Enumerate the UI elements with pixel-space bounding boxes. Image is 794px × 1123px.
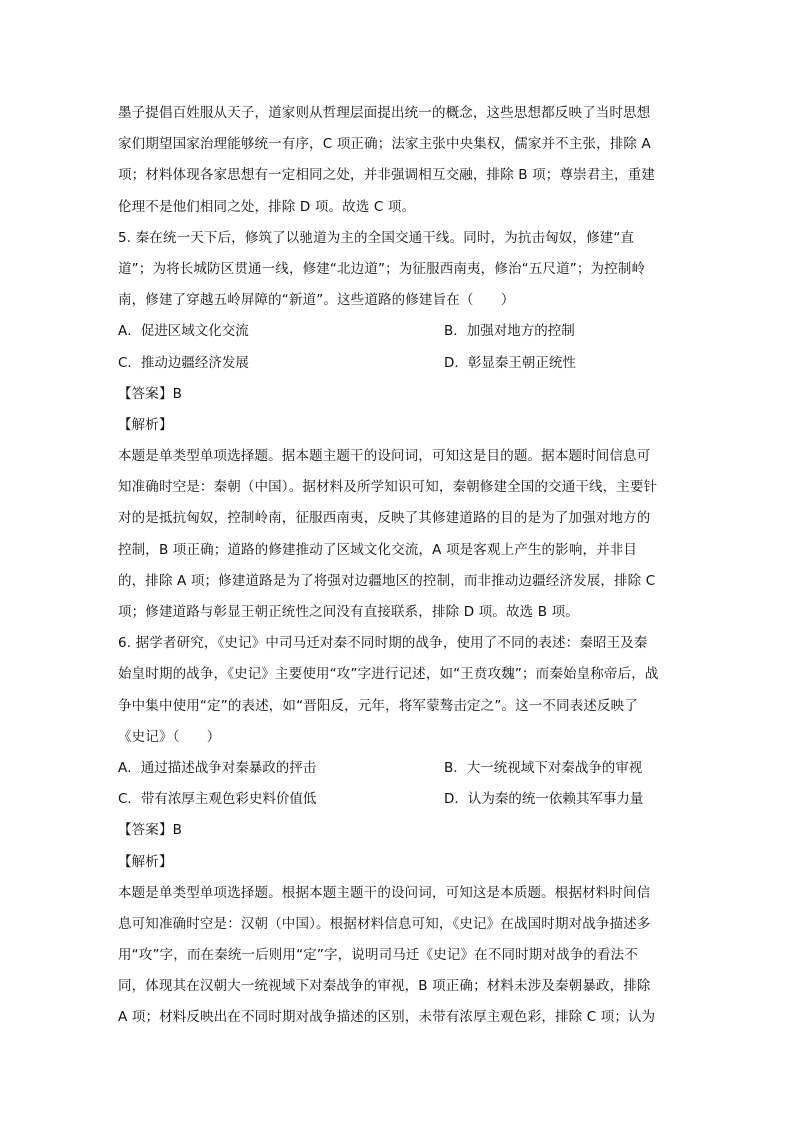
analysis-line: 本题是单类型单项选择题。据本题主题干的设问词，可知这是目的题。据本题时间信息可 [118, 448, 651, 465]
analysis-line: 对的是抵抗匈奴，控制岭南，征服西南夷，反映了其修建道路的目的是为了加强对地方的 [118, 510, 651, 527]
analysis-line: 的，排除 A 项；修建道路是为了将强对边疆地区的控制，而非推动边疆经济发展，排除 C [118, 572, 656, 589]
option-d: D．彰显秦王朝正统性 [444, 354, 576, 371]
options-row [118, 753, 678, 784]
question-stem-line: 南，修建了穿越五岭屏障的“新道”。这些道路的修建旨在（ ） [118, 292, 515, 309]
analysis-label: 【解析】 [118, 853, 173, 870]
question-stem-line: 5. 秦在统一天下后，修筑了以驰道为主的全国交通干线。同时，为抗击匈奴，修建“直 [118, 229, 635, 246]
analysis-line: 知准确时空是：秦朝（中国）。据材料及所学知识可知，秦朝修建全国的交通干线，主要针 [118, 479, 658, 496]
question-stem-line: 争中集中使用“定”的表述，如“晋阳反，元年，将军蒙骜击定之”。这一不同表述反映了 [118, 697, 638, 714]
answer-label: 【答案】B [118, 385, 183, 402]
analysis-line: A 项；材料反映出在不同时期对战争描述的区别，未带有浓厚主观色彩，排除 C 项；认为 [118, 1009, 656, 1026]
text-line: 伦理不是他们相同之处，排除 D 项。故选 C 项。 [118, 198, 416, 215]
option-b: B．大一统视域下对秦战争的审视 [444, 759, 643, 776]
option-b: B．加强对地方的控制 [444, 323, 575, 340]
analysis-line: 息可知准确时空是：汉朝（中国）。根据材料信息可知，《史记》在战国时期对战争描述多 [118, 915, 651, 932]
options-row [118, 316, 678, 347]
text-line: 墨子提倡百姓服从天子，道家则从哲理层面提出统一的概念，这些思想都反映了当时思想 [118, 105, 651, 121]
options-row [118, 784, 678, 815]
option-c: C．推动边疆经济发展 [118, 354, 249, 371]
option-d: D．认为秦的统一依赖其军事力量 [444, 791, 644, 808]
analysis-line: 同，体现其在汉朝大一统视域下对秦战争的审视，B 项正确；材料未涉及秦朝暴政，排除 [118, 978, 651, 995]
question-stem-line: 道”；为将长城防区贯通一线，修建“北边道”；为征服西南夷，修治“五尺道”；为控制岭 [118, 260, 646, 277]
analysis-label: 【解析】 [118, 416, 173, 433]
analysis-line: 控制，B 项正确；道路的修建推动了区域文化交流，A 项是客观上产生的影响，并非目 [118, 541, 638, 558]
document-page [118, 98, 678, 1034]
previous-explanation [118, 98, 678, 223]
text-line: 项；材料体现各家思想有一定相同之处，并非强调相互交融，排除 B 项；尊崇君主，重建 [118, 167, 655, 184]
answer-label: 【答案】B [118, 822, 183, 839]
analysis-line: 项；修建道路与彰显王朝正统性之间没有直接联系，排除 D 项。故选 B 项。 [118, 604, 579, 620]
option-c: C．带有浓厚主观色彩史料价值低 [118, 791, 317, 808]
option-a: A．通过描述战争对秦暴政的抨击 [118, 759, 317, 776]
option-a: A．促进区域文化交流 [118, 323, 249, 340]
options-row [118, 348, 678, 379]
question-stem-line: 《史记》（ ） [118, 728, 221, 745]
analysis-line: 本题是单类型单项选择题。根据本题主题干的设问词，可知这是本质题。根据材料时间信 [118, 884, 651, 901]
question-6 [118, 628, 678, 1033]
question-5 [118, 223, 678, 628]
question-stem-line: 始皇时期的战争，《史记》主要使用“攻”字进行记述，如“王贲攻魏”；而秦始皇称帝后，战 [118, 666, 659, 683]
question-stem-line: 6. 据学者研究，《史记》中司马迁对秦不同时期的战争，使用了不同的表述：秦昭王及秦 [118, 635, 648, 652]
analysis-line: 用“攻”字，而在秦统一后则用“定”字，说明司马迁《史记》在不同时期对战争的看法不 [118, 947, 638, 964]
text-line: 家们期望国家治理能够统一有序，C 项正确；法家主张中央集权，儒家并不主张，排除 A [118, 136, 651, 153]
